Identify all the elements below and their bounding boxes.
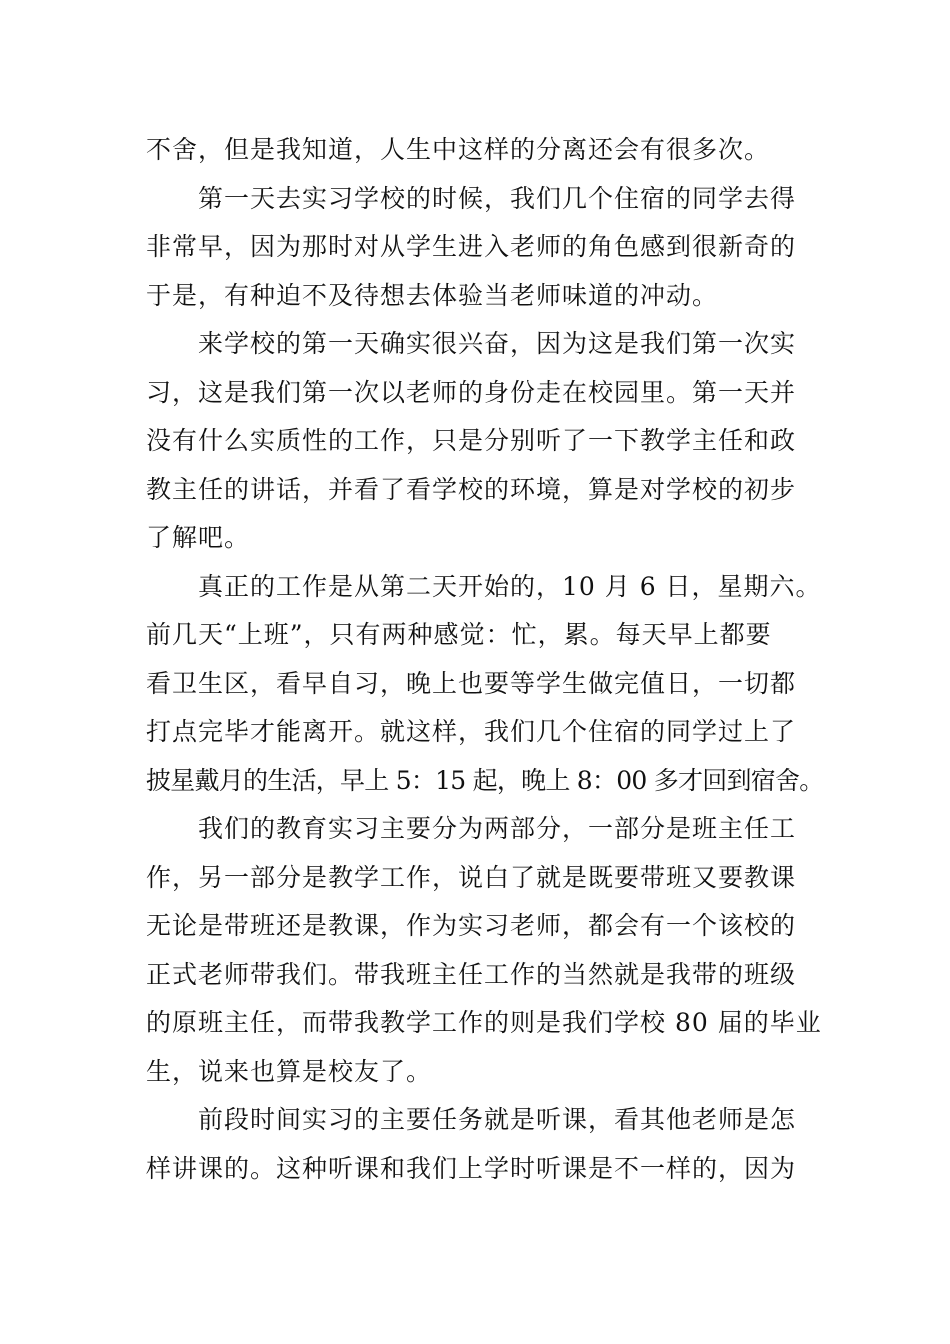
text-line: 教主任的讲话，并看了看学校的环境，算是对学校的初步 [146, 474, 797, 504]
text-line: 前几天“上班”，只有两种感觉：忙，累。每天早上都要 [146, 620, 772, 649]
text-line: 来学校的第一天确实很兴奋，因为这是我们第一次实 [198, 329, 797, 358]
text-line: 第一天去实习学校的时候，我们几个住宿的同学去得 [198, 183, 797, 213]
text-line: 了解吧。 [146, 523, 251, 552]
text-line: 非常早，因为那时对从学生进入老师的角色感到很新奇的 [146, 232, 797, 261]
text-line: 真正的工作是从第二天开始的，10 月 6 日，星期六。 [198, 571, 822, 601]
text-line: 我们的教育实习主要分为两部分，一部分是班主任工 [198, 814, 797, 843]
text-line: 于是，有种迫不及待想去体验当老师味道的冲动。 [146, 280, 719, 310]
text-line: 披星戴月的生活，早上 5：15 起，晚上 8：00 多才回到宿舍。 [146, 765, 824, 795]
text-line: 打点完毕才能离开。就这样，我们几个住宿的同学过上了 [146, 717, 797, 746]
text-line: 不舍，但是我知道，人生中这样的分离还会有很多次。 [146, 135, 771, 164]
text-line: 前段时间实习的主要任务就是听课，看其他老师是怎 [198, 1105, 797, 1134]
text-line: 的原班主任，而带我教学工作的则是我们学校 80 届的毕业 [146, 1008, 822, 1037]
text-line: 习，这是我们第一次以老师的身份走在校园里。第一天并 [146, 377, 797, 407]
text-line: 没有什么实质性的工作，只是分别听了一下教学主任和政 [146, 426, 797, 455]
text-line: 作，另一部分是教学工作，说白了就是既要带班又要教课 [146, 862, 797, 892]
text-line: 正式老师带我们。带我班主任工作的当然就是我带的班级 [146, 959, 797, 989]
text-line: 生，说来也算是校友了。 [146, 1056, 433, 1086]
text-line: 看卫生区，看早自习，晚上也要等学生做完值日，一切都 [146, 668, 797, 698]
body-text [146, 126, 826, 1193]
text-line: 样讲课的。这种听课和我们上学时听课是不一样的，因为 [146, 1153, 797, 1183]
text-line: 无论是带班还是教课，作为实习老师，都会有一个该校的 [146, 911, 797, 940]
